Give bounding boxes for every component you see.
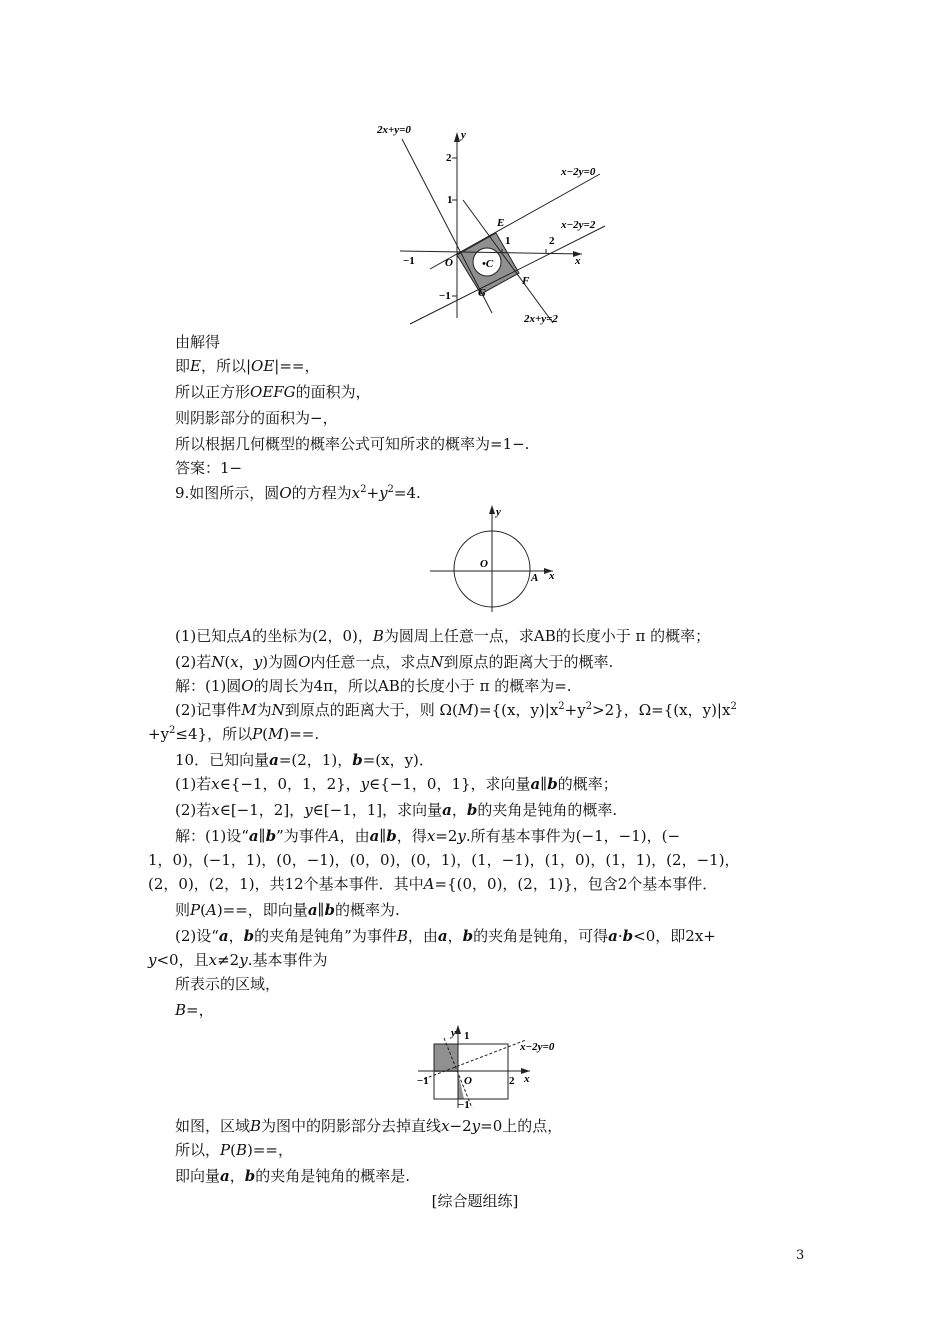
solution-10-part-1-cont: 1，0)，(−1，1)，(0，−1)，(0，0)，(0，1)，(1，−1)，(1，0)，(1，1)，(2，−1)， — [148, 851, 740, 869]
label-2x-plus-y-eq-2: 2x+y=2 — [524, 313, 558, 325]
point-e-label: E — [497, 217, 505, 229]
point-g-label: G — [478, 287, 486, 299]
point-a-label: A — [531, 572, 539, 584]
solution-line: 如图，区域B为图中的阴影部分去掉直线x−2y=0上的点， — [175, 1117, 563, 1135]
solution-10-part-2-cont: y<0，且x≠2y.基本事件为 — [148, 951, 328, 969]
solution-line: 即向量a，b的夹角是钝角的概率是. — [175, 1167, 411, 1185]
x-axis-label: x — [524, 1073, 530, 1085]
page-number: 3 — [796, 1248, 805, 1263]
tick-y-1: 1 — [464, 1030, 470, 1042]
point-c-label: •C — [482, 258, 494, 270]
tick-x-2: 2 — [549, 235, 555, 247]
label-x-minus-2y-eq-2: x−2y=2 — [561, 219, 596, 231]
tick-1: 1 — [447, 194, 453, 206]
solution-10-part-1: 解：(1)设“a∥b”为事件A，由a∥b，得x=2y.所有基本事件为(−1，−1)，(− — [175, 827, 681, 845]
solution-line: B=， — [175, 1001, 214, 1019]
x-axis-label: x — [575, 255, 581, 267]
solution-line: 所表示的区域， — [175, 975, 281, 993]
y-axis-label: y — [461, 129, 466, 141]
label-x-minus-2y-eq-0: x−2y=0 — [520, 1041, 555, 1053]
figure-square-region — [370, 118, 620, 330]
tick-y-minus-1: −1 — [439, 290, 451, 302]
answer-line: 答案：1− — [175, 459, 243, 477]
origin-label: O — [445, 257, 453, 269]
solution-line: 所以正方形OEFG的面积为， — [175, 383, 371, 401]
tick-2: 2 — [446, 152, 452, 164]
solution-10-part-2: (2)设“a，b的夹角是钝角”为事件B，由a，b的夹角是钝角，可得a·b<0，即2x+ — [175, 927, 716, 945]
solution-9-part-1: 解：(1)圆O的周长为4π，所以AB的长度小于 π 的概率为=. — [175, 677, 572, 695]
solution-line: 所以根据几何概型的概率公式可知所求的概率为=1−. — [175, 435, 530, 453]
question-10: 10．已知向量a=(2，1)，b=(x，y)． — [175, 751, 434, 769]
solution-line: 即E，所以|OE|==， — [175, 357, 320, 375]
point-f-label: F — [522, 275, 530, 287]
tick-x-2: 2 — [509, 1075, 515, 1087]
figure-circle — [428, 504, 563, 614]
label-x-minus-2y-eq-0: x−2y=0 — [561, 166, 596, 178]
y-axis-label: y — [496, 506, 501, 518]
origin-label: O — [480, 558, 488, 570]
solution-9-part-2-cont: $+y^2\le 4$}，所以P(M)==. — [148, 725, 320, 743]
question-10-part-1: (1)若x∈{−1，0，1，2}，y∈{−1，0，1}，求向量a∥b的概率； — [175, 775, 618, 793]
solution-9-part-2: (2)记事件M为N到原点的距离大于，则 Ω(M)={(x，$y)|x^2+y^2>2$}，Ω={(x，$y)|x^2$ — [175, 701, 737, 719]
origin-label: O — [464, 1075, 472, 1087]
question-9-part-1: (1)已知点A的坐标为(2，0)，B为圆周上任意一点，求AB的长度小于 π 的概率； — [175, 627, 711, 645]
section-heading: [综合题组练] — [431, 1192, 519, 1210]
solution-line: 由解得 — [175, 333, 221, 351]
x-axis-label: x — [549, 570, 555, 582]
solution-10-part-1-cont: (2，0)，(2，1)，共12个基本事件．其中A={(0，0)，(2，1)}，包含2个基本事件． — [148, 875, 718, 893]
question-10-part-2: (2)若x∈[−1，2]，y∈[−1，1]，求向量a，b的夹角是钝角的概率. — [175, 801, 618, 819]
figure-rectangle-region — [414, 1024, 574, 1108]
solution-10-part-1-result: 则P(A)==，即向量a∥b的概率为. — [175, 901, 400, 919]
solution-line: 则阴影部分的面积为−， — [175, 409, 338, 427]
label-2x-plus-y-eq-0: 2x+y=0 — [377, 124, 411, 136]
tick-x-minus-1: −1 — [417, 1075, 429, 1087]
question-9-part-2: (2)若N(x，y)为圆O内任意一点，求点N到原点的距离大于的概率. — [175, 653, 614, 671]
tick-x-minus-1: −1 — [403, 255, 415, 267]
tick-y-minus-1: −1 — [458, 1099, 470, 1108]
tick-x-1: 1 — [505, 235, 511, 247]
y-axis-label: y — [451, 1027, 456, 1039]
solution-line: 所以，P(B)==， — [175, 1141, 293, 1159]
question-9: 9.如图所示，圆O的方程为$x^2+y^2=4$. — [175, 484, 421, 502]
